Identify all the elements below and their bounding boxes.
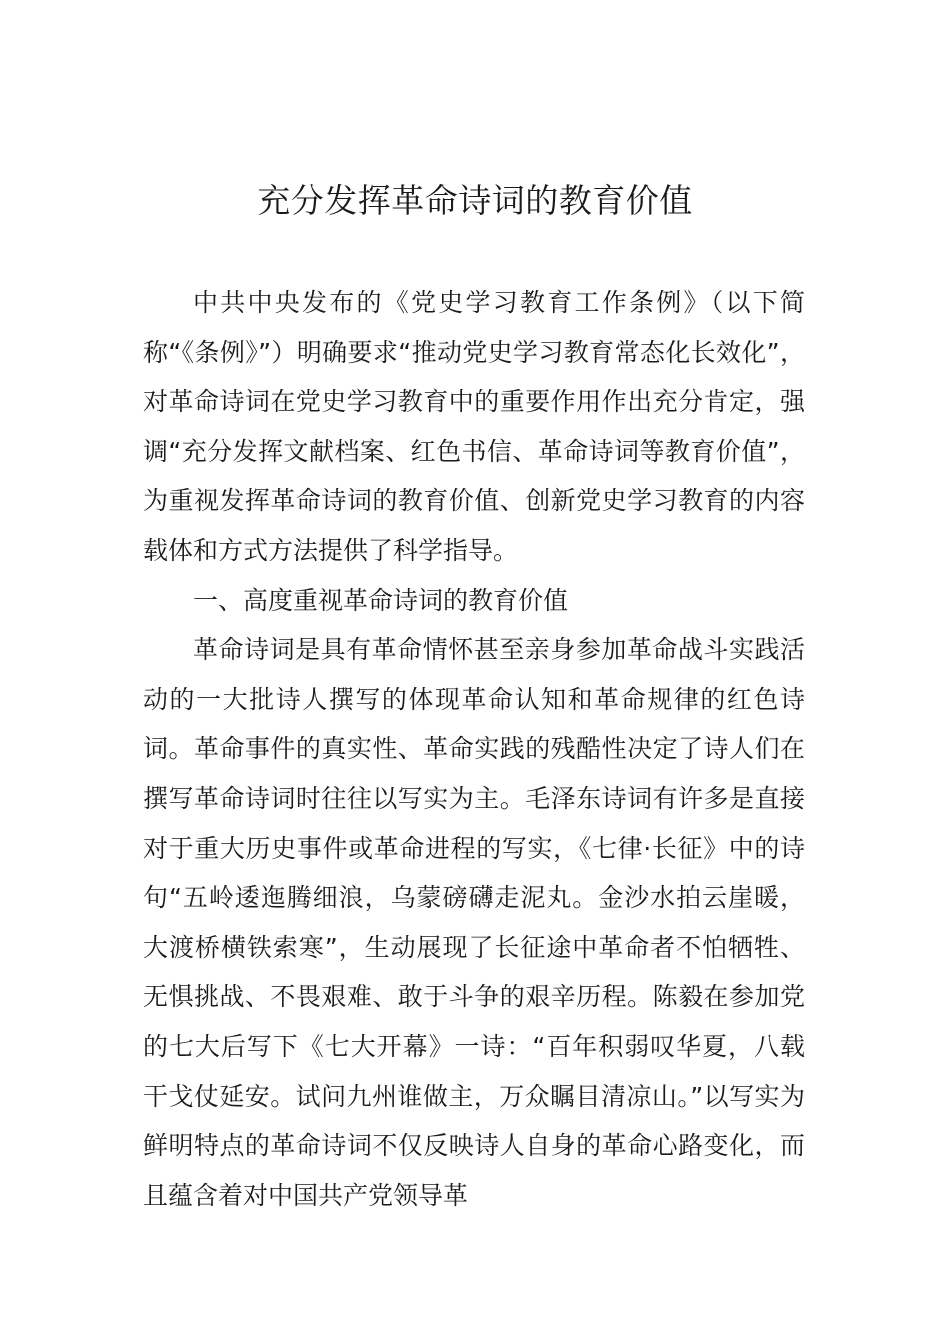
paragraph-section-1: 革命诗词是具有革命情怀甚至亲身参加革命战斗实践活动的一大批诗人撰写的体现革命认知和革命规律的红色诗词。革命事件的真实性、革命实践的残酷性决定了诗人们在撰写革命诗词时往往以写实为主。毛泽东诗词有许多是直接对于重大历史事件或革命进程的写实，《七律·长征》中的诗句“五岭逶迤腾细浪，乌蒙磅礴走泥丸。金沙水拍云崖暖，大渡桥横铁索寒”，生动展现了长征途中革命者不怕牺牲、无惧挑战、不畏艰难、敢于斗争的艰辛历程。陈毅在参加党的七大后写下《七大开幕》一诗：“百年积弱叹华夏，八载干戈仗延安。试问九州谁做主，万众瞩目清凉山。”以写实为鲜明特点的革命诗词不仅反映诗人自身的革命心路变化，而且蕴含着对中国共产党领导革 [143,635,805,1210]
document-body [143,278,805,1220]
section-heading-1: 一、高度重视革命诗词的教育价值 [193,585,569,615]
document-title: 充分发挥革命诗词的教育价值 [257,181,693,220]
paragraph-intro: 中共中央发布的《党史学习教育工作条例》（以下简称“《条例》”）明确要求“推动党史学习教育常态化长效化”，对革命诗词在党史学习教育中的重要作用作出充分肯定，强调“充分发挥文献档案、红色书信、革命诗词等教育价值”，为重视发挥革命诗词的教育价值、创新党史学习教育的内容载体和方式方法提供了科学指导。 [143,288,805,565]
